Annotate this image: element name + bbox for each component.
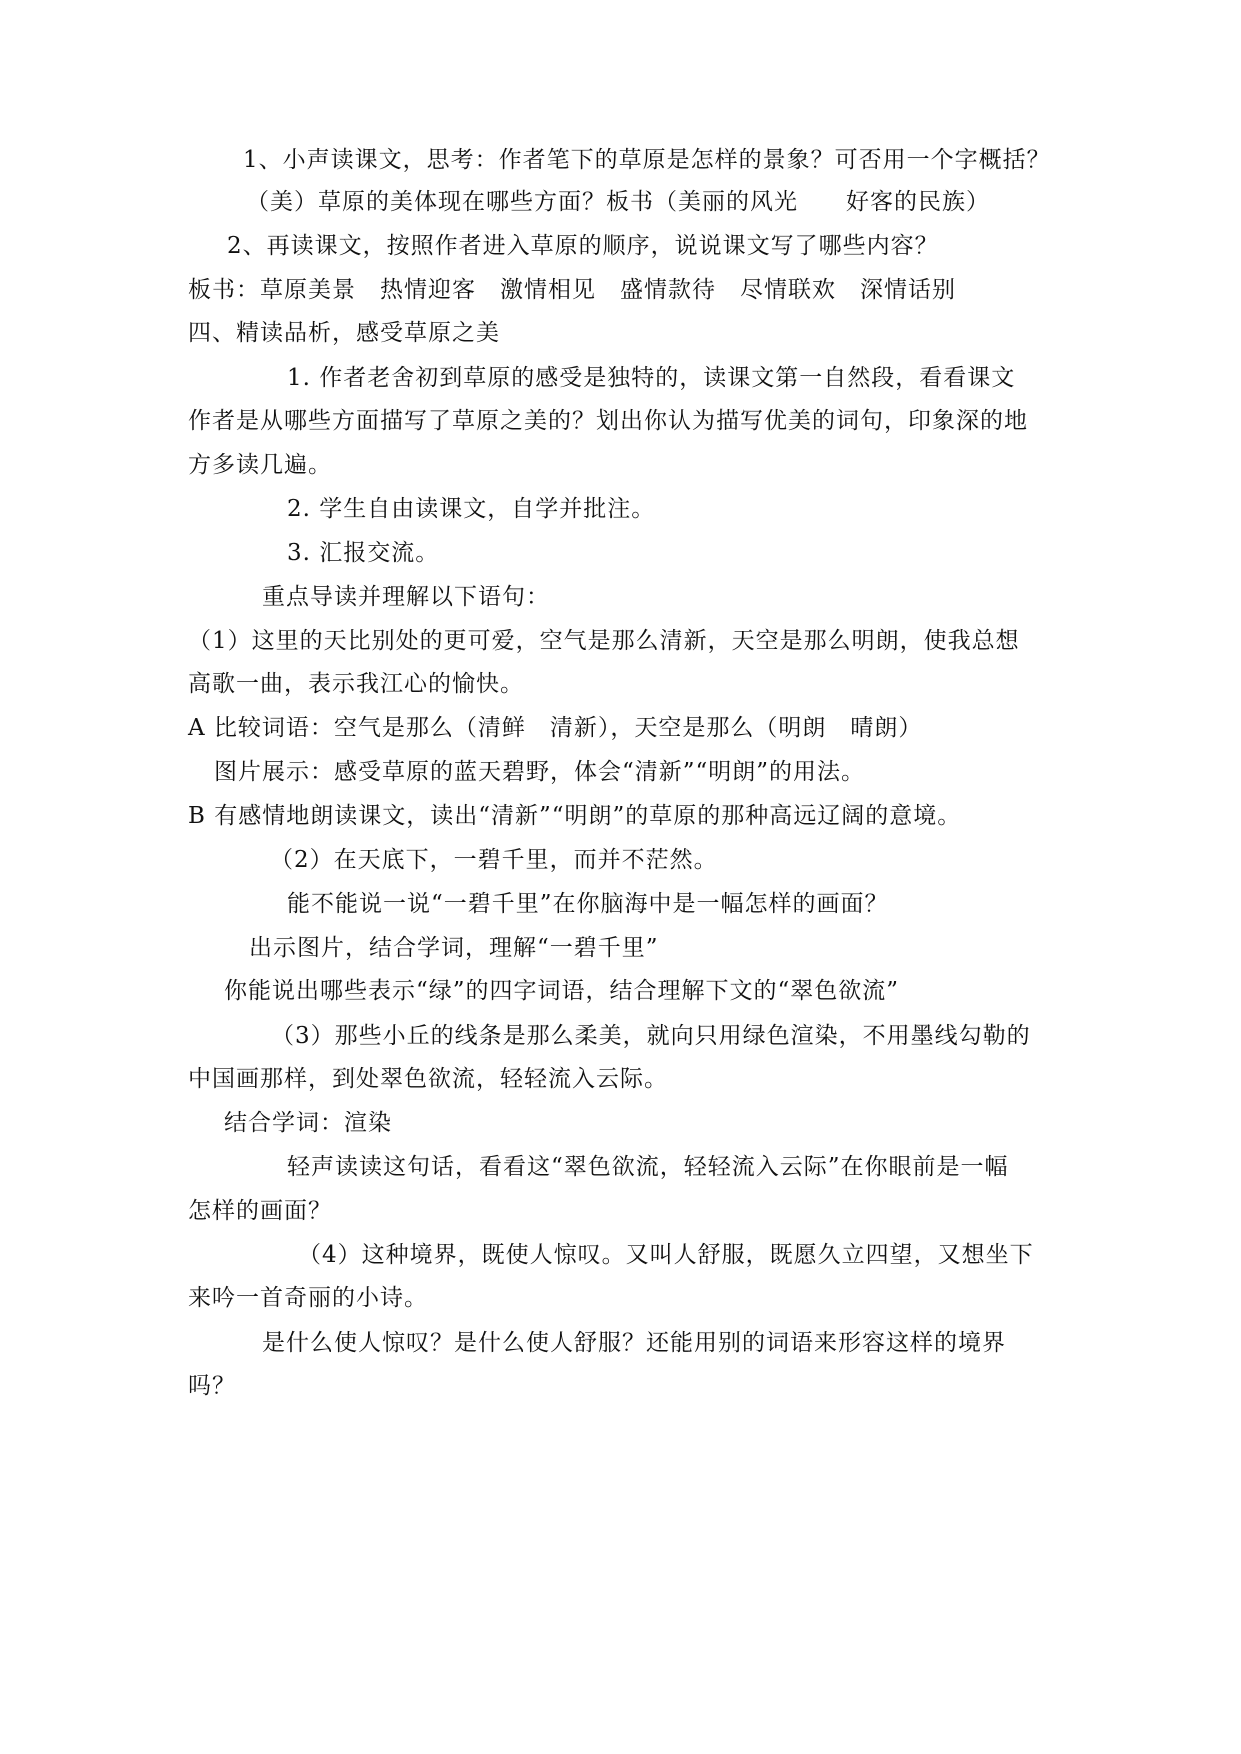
text-line: （3）那些小丘的线条是那么柔美，就向只用绿色渲染，不用墨线勾勒的 (271, 1023, 1031, 1049)
text-line: 吗？ (188, 1373, 236, 1399)
section-heading: 四、精读品析，感受草原之美 (188, 320, 500, 346)
text-line: 1. 作者老舍初到草原的感受是独特的，读课文第一自然段，看看课文 (287, 365, 1016, 391)
text-line: 高歌一曲，表示我江心的愉快。 (188, 671, 524, 697)
text-line: 结合学词：渲染 (224, 1110, 392, 1136)
text-line: 作者是从哪些方面描写了草原之美的？划出你认为描写优美的词句，印象深的地 (188, 408, 1028, 434)
text-line: B 有感情地朗读课文，读出“清新”“明朗”的草原的那种高远辽阔的意境。 (188, 803, 962, 829)
text-line: 是什么使人惊叹？是什么使人舒服？还能用别的词语来形容这样的境界 (262, 1330, 1006, 1356)
text-line: 轻声读读这句话，看看这“翠色欲流，轻轻流入云际”在你眼前是一幅 (287, 1154, 1009, 1180)
text-line: 中国画那样，到处翠色欲流，轻轻流入云际。 (188, 1066, 668, 1092)
text-line: （美）草原的美体现在哪些方面？板书（美丽的风光 好客的民族） (246, 189, 990, 215)
text-line: 你能说出哪些表示“绿”的四字词语，结合理解下文的“翠色欲流” (224, 978, 900, 1004)
text-line: 重点导读并理解以下语句： (262, 584, 550, 610)
text-line: （1）这里的天比别处的更可爱，空气是那么清新，天空是那么明朗，使我总想 (188, 628, 1020, 654)
text-line: 出示图片，结合学词，理解“一碧千里” (249, 935, 659, 961)
text-line: 能不能说一说“一碧千里”在你脑海中是一幅怎样的画面？ (287, 891, 889, 917)
text-line: 方多读几遍。 (188, 452, 332, 478)
text-line: （2）在天底下，一碧千里，而并不茫然。 (270, 847, 718, 873)
text-line: 3. 汇报交流。 (287, 540, 440, 566)
text-line: 图片展示：感受草原的蓝天碧野，体会“清新”“明朗”的用法。 (214, 759, 866, 785)
text-line: 怎样的画面？ (188, 1198, 332, 1224)
text-line: 来吟一首奇丽的小诗。 (188, 1285, 428, 1311)
text-line: （4）这种境界，既使人惊叹。又叫人舒服，既愿久立四望，又想坐下 (298, 1242, 1034, 1268)
text-line: A 比较词语：空气是那么（清鲜 清新），天空是那么（明朗 晴朗） (188, 715, 923, 741)
text-line: 板书：草原美景 热情迎客 激情相见 盛情款待 尽情联欢 深情话别 (188, 277, 956, 303)
text-line: 2. 学生自由读课文，自学并批注。 (287, 496, 656, 522)
text-line: 2、再读课文，按照作者进入草原的顺序，说说课文写了哪些内容？ (227, 233, 939, 259)
text-line: 1、小声读课文，思考：作者笔下的草原是怎样的景象？可否用一个字概括？ (243, 147, 1051, 173)
